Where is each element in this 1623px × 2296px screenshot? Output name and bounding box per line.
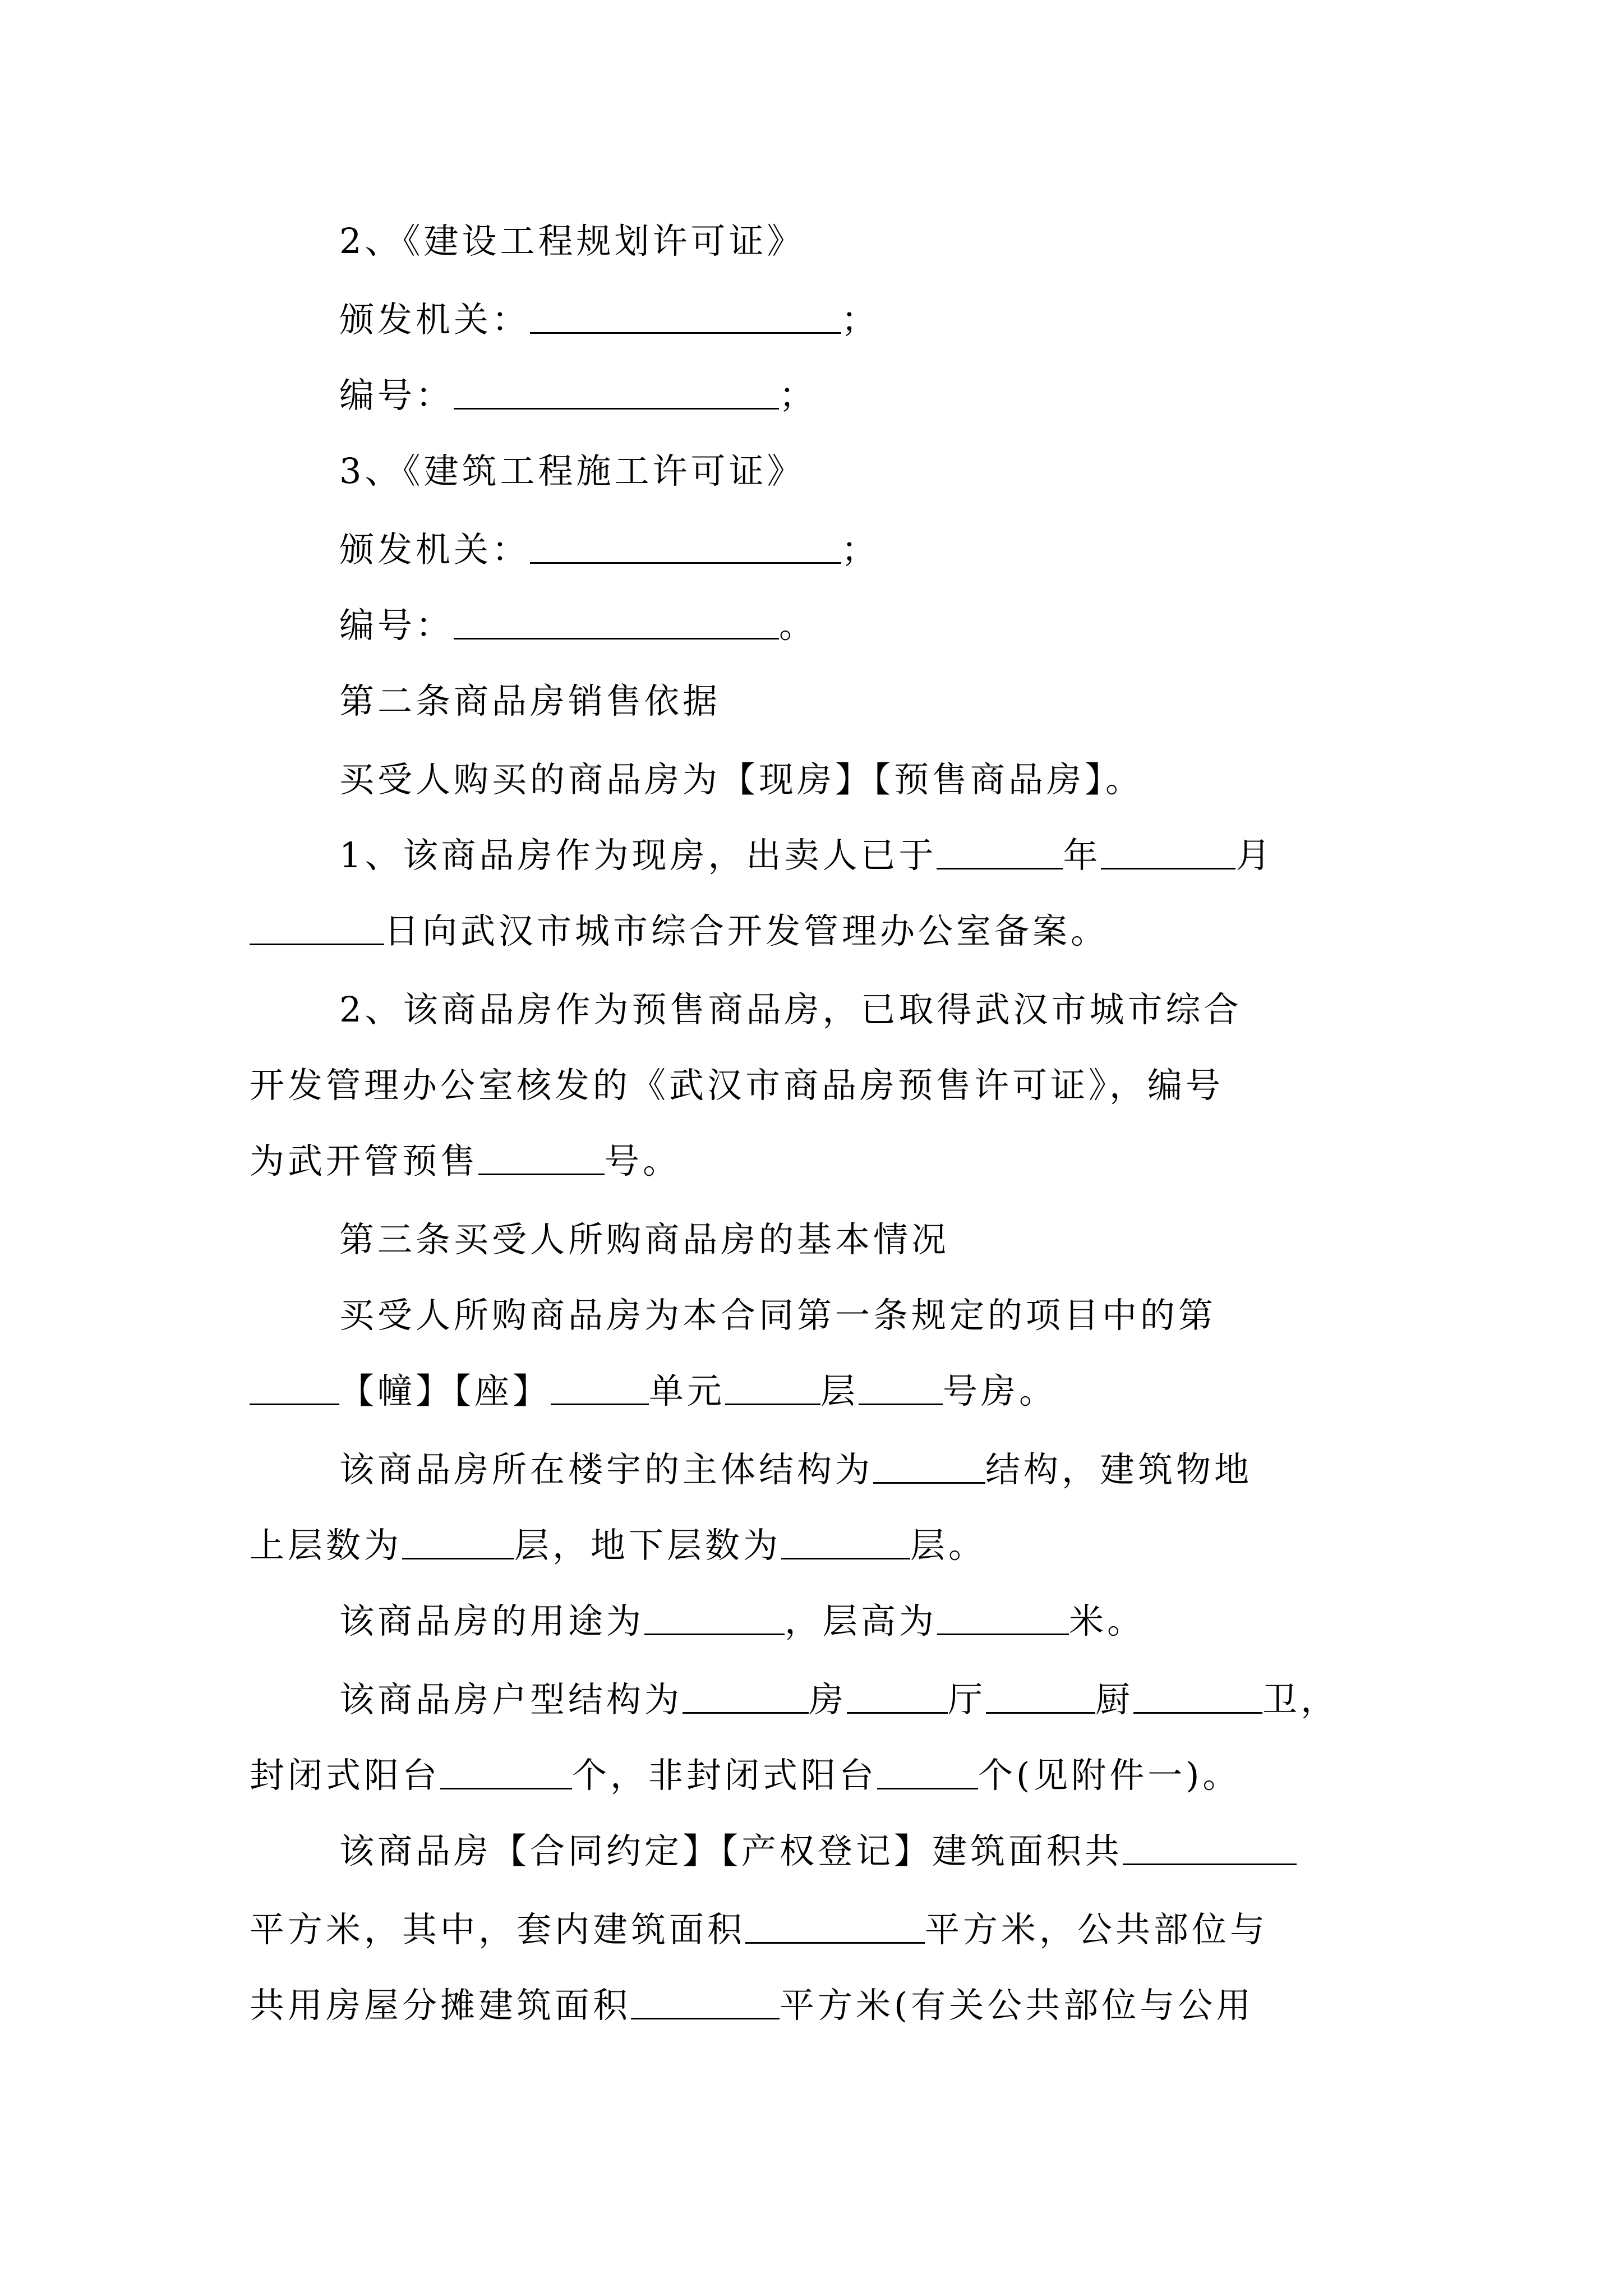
text: 平方米(有关公共部位与公用	[780, 1985, 1255, 2026]
text: ；	[841, 529, 880, 570]
text: 2、该商品房作为预售商品房，已取得武汉市城市综合	[339, 989, 1242, 1030]
text: 1、该商品房作为现房，出卖人已于	[339, 835, 937, 876]
paragraph-line	[339, 987, 1242, 1032]
paragraph-line	[339, 1293, 1216, 1338]
text: ；	[841, 299, 880, 340]
text: 个(见附件一)。	[978, 1755, 1241, 1796]
text: 号。	[605, 1140, 681, 1181]
issuing-authority-line-1	[339, 297, 879, 342]
blank-field[interactable]	[1101, 840, 1235, 869]
label: 颁发机关：	[339, 529, 531, 570]
text: ，层高为	[785, 1600, 938, 1641]
paragraph-line	[250, 1983, 1254, 2028]
text: 个，非封闭式阳台	[572, 1755, 878, 1796]
text: 层	[820, 1370, 859, 1411]
blank-field[interactable]	[250, 1375, 339, 1405]
number-line-2	[339, 603, 817, 648]
blank-field[interactable]	[877, 1760, 978, 1789]
article-3-heading	[339, 1217, 949, 1262]
text: 层，地下层数为	[514, 1525, 782, 1566]
text: 结构，建筑物地	[985, 1449, 1253, 1490]
text: 该商品房的用途为	[339, 1600, 645, 1641]
paragraph-line	[250, 1063, 1224, 1108]
blank-field[interactable]	[937, 1605, 1069, 1635]
text: 平方米，其中，套内建筑面积	[250, 1909, 746, 1950]
blank-field[interactable]	[530, 304, 841, 334]
text: 厨	[1095, 1679, 1134, 1720]
blank-field[interactable]	[454, 380, 779, 409]
text: 平方米，公共部位与	[925, 1909, 1269, 1950]
paragraph-line	[339, 1599, 1145, 1644]
blank-field[interactable]	[250, 915, 384, 945]
label: 编号：	[339, 605, 454, 646]
clause-item-3-title	[339, 449, 805, 494]
text: 单元	[649, 1370, 726, 1411]
paragraph-line	[250, 1369, 1057, 1414]
text: 共用房屋分摊建筑面积	[250, 1985, 631, 2026]
text: 封闭式阳台	[250, 1755, 441, 1796]
paragraph-line	[339, 833, 1274, 878]
blank-field[interactable]	[725, 1375, 820, 1405]
label: 编号：	[339, 375, 454, 416]
blank-field[interactable]	[454, 610, 779, 639]
blank-field[interactable]	[873, 1454, 985, 1484]
blank-field[interactable]	[847, 1684, 948, 1714]
text: 。	[779, 605, 818, 646]
text: 为武开管预售	[250, 1140, 479, 1181]
blank-field[interactable]	[937, 840, 1063, 869]
text: 米。	[1069, 1600, 1146, 1641]
text: 年	[1063, 835, 1101, 876]
paragraph-line	[250, 1753, 1241, 1798]
blank-field[interactable]	[745, 1914, 925, 1944]
text: 该商品房所在楼宇的主体结构为	[339, 1449, 874, 1490]
text: 卫，	[1262, 1679, 1339, 1720]
text: 第三条买受人所购商品房的基本情况	[339, 1219, 950, 1260]
number-line-1	[339, 373, 817, 418]
issuing-authority-line-2	[339, 527, 879, 572]
text: 上层数为	[250, 1525, 403, 1566]
blank-field[interactable]	[986, 1684, 1095, 1714]
text: 买受人所购商品房为本合同第一条规定的项目中的第	[339, 1295, 1217, 1336]
paragraph-line	[339, 1447, 1252, 1492]
text: 开发管理办公室核发的《武汉市商品房预售许可证》，编号	[250, 1065, 1224, 1106]
text: 2、《建设工程规划许可证》	[339, 220, 805, 261]
blank-field[interactable]	[478, 1145, 605, 1175]
paragraph-line	[250, 1907, 1268, 1952]
article-2-heading	[339, 679, 721, 724]
blank-field[interactable]	[683, 1684, 809, 1714]
text: 该商品房户型结构为	[339, 1679, 683, 1720]
paragraph-line	[339, 757, 1144, 802]
blank-field[interactable]	[859, 1375, 943, 1405]
blank-field[interactable]	[644, 1605, 785, 1635]
clause-item-2-title	[339, 219, 805, 264]
text: 该商品房【合同约定】【产权登记】建筑面积共	[339, 1830, 1123, 1871]
blank-field[interactable]	[781, 1530, 910, 1559]
text: 厅	[948, 1679, 986, 1720]
text: 房	[809, 1679, 847, 1720]
text: 【幢】【座】	[339, 1370, 551, 1411]
blank-field[interactable]	[530, 534, 841, 564]
text: 号房。	[943, 1370, 1058, 1411]
paragraph-line	[250, 909, 1109, 954]
paragraph-line	[250, 1523, 986, 1568]
text: 层。	[910, 1525, 987, 1566]
blank-field[interactable]	[440, 1760, 572, 1789]
paragraph-line	[339, 1829, 1297, 1874]
blank-field[interactable]	[631, 1990, 780, 2019]
paragraph-line	[250, 1139, 681, 1184]
text: 日向武汉市城市综合开发管理办公室备案。	[384, 910, 1109, 951]
text: 3、《建筑工程施工许可证》	[339, 450, 805, 491]
blank-field[interactable]	[1123, 1835, 1297, 1865]
paragraph-line	[339, 1677, 1339, 1722]
label: 颁发机关：	[339, 299, 531, 340]
blank-field[interactable]	[1133, 1684, 1262, 1714]
blank-field[interactable]	[402, 1530, 514, 1559]
blank-field[interactable]	[551, 1375, 649, 1405]
text: 第二条商品房销售依据	[339, 680, 721, 721]
text: 月	[1235, 835, 1274, 876]
text: ；	[779, 375, 818, 416]
text: 买受人购买的商品房为【现房】【预售商品房】。	[339, 759, 1144, 800]
